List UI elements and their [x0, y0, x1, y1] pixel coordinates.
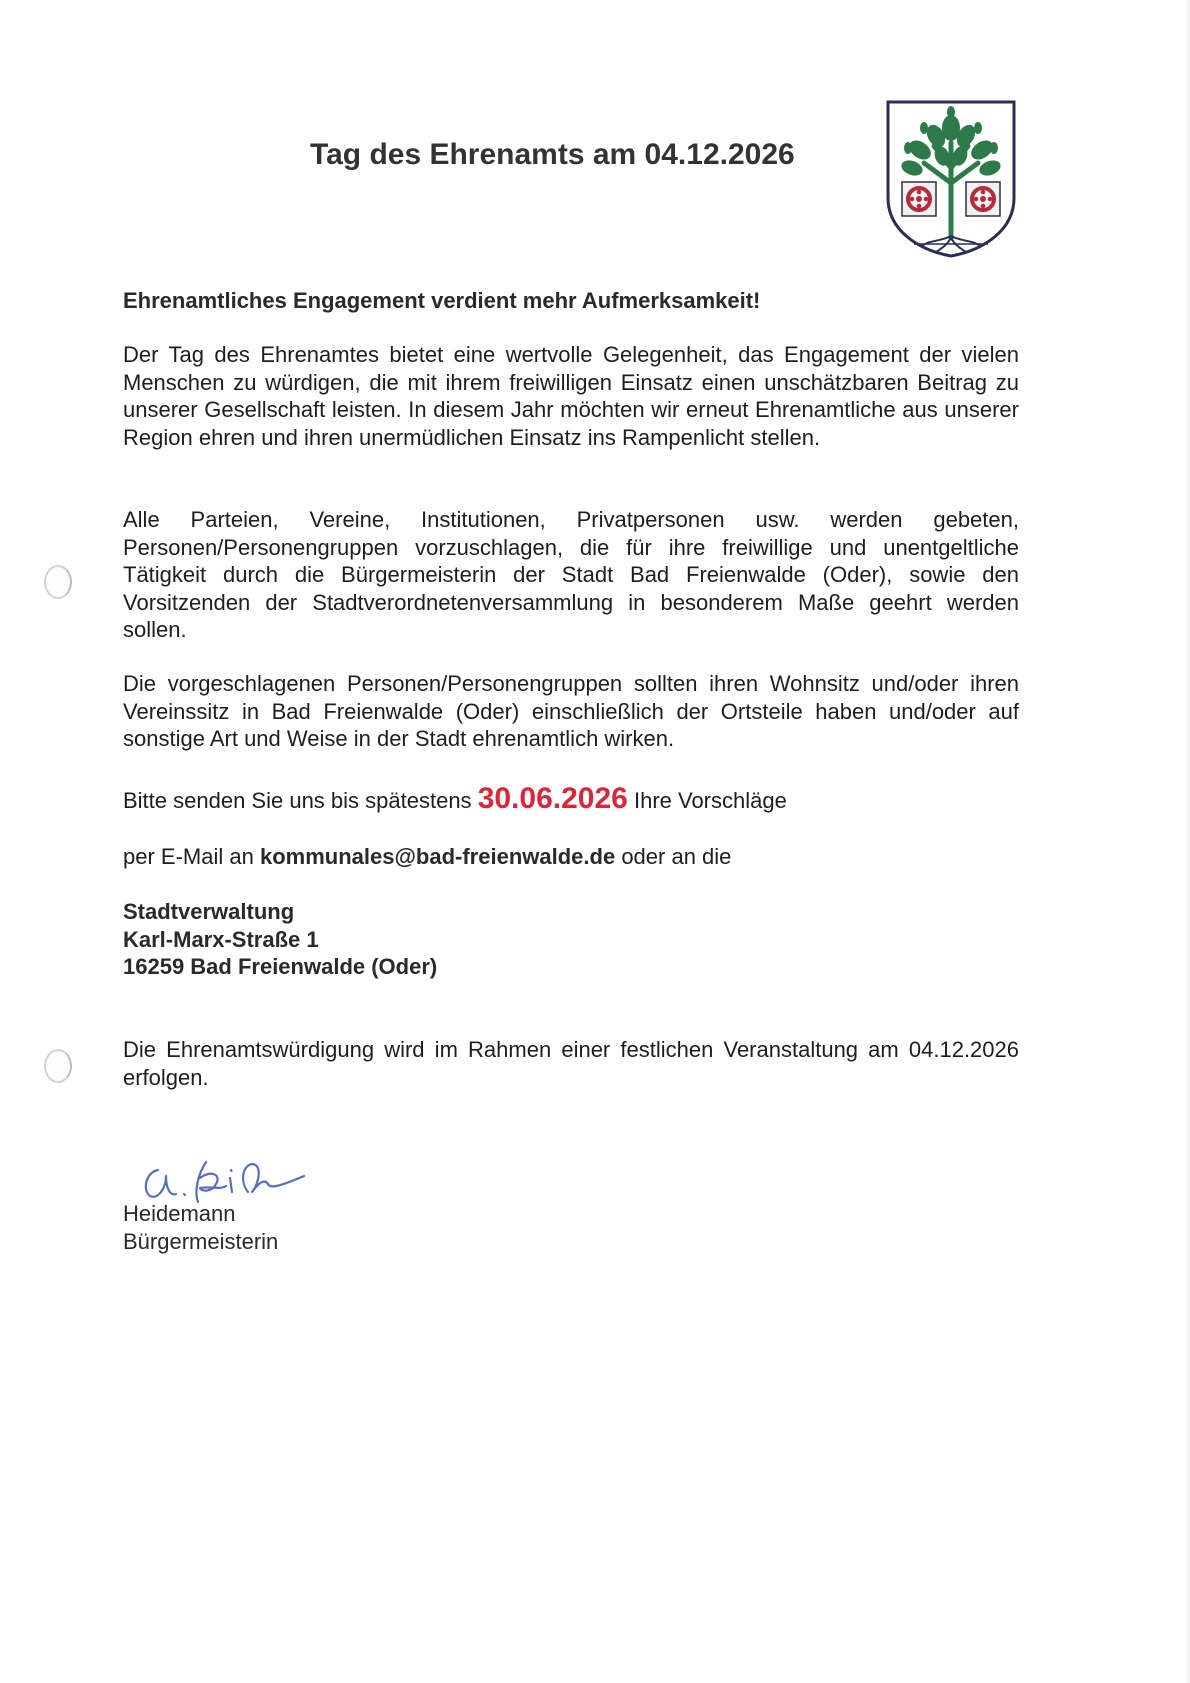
deadline-prefix: Bitte senden Sie uns bis spätestens — [123, 788, 472, 813]
deadline-suffix: Ihre Vorschläge — [633, 788, 787, 813]
coat-of-arms-oak-tree-icon — [884, 98, 1018, 260]
paragraph-call-for-nominations: Alle Parteien, Vereine, Institutionen, Privatpersonen usw. werden gebeten, Personen/Personengruppen vorzuschlagen, die für ihre freiwillige und unentgeltliche Tätigkeit durch die Bürgermeisterin der Stadt Bad Freienwalde (Oder), sowie den Vorsitzenden der Stadtverordnetenversammlung in besonderem Maße geehrt werden sollen. — [123, 507, 1019, 642]
email-suffix: oder an die — [621, 844, 732, 869]
signer-name: Heidemann — [123, 1201, 236, 1226]
email-address-link[interactable]: kommunales@bad-freienwalde.de — [259, 844, 616, 869]
email-prefix: per E-Mail an — [123, 844, 254, 869]
subheading: Ehrenamtliches Engagement verdient mehr Aufmerksamkeit! — [123, 288, 761, 313]
deadline-sentence — [123, 783, 1019, 817]
signer-title: Bürgermeisterin — [123, 1228, 279, 1254]
address-line-city: 16259 Bad Freienwalde (Oder) — [123, 954, 438, 979]
page-title: Tag des Ehrenamts am 04.12.2026 — [310, 138, 795, 171]
email-sentence — [123, 843, 1019, 871]
paragraph-intro: Der Tag des Ehrenamtes bietet eine wertvolle Gelegenheit, das Engagement der vielen Menschen zu würdigen, die mit ihrem freiwilligen Einsatz einen unschätzbaren Beitrag zu unserer Gesellschaft leisten. In diesem Jahr möchten wir erneut Ehrenamtliche aus unserer Region ehren und ihren unermüdlichen Einsatz ins Rampenlicht stellen. — [123, 342, 1019, 450]
signer-block — [123, 1200, 278, 1255]
paragraph-eligibility: Die vorgeschlagenen Personen/Personengruppen sollten ihren Wohnsitz und/oder ihren Vereinssitz in Bad Freienwalde (Oder) einschließlich der Ortsteile haben und/oder auf sonstige Art und Weise in der Stadt ehrenamtlich wirken. — [123, 671, 1019, 751]
closing-paragraph: Die Ehrenamtswürdigung wird im Rahmen einer festlichen Veranstaltung am 04.12.2026 erfolgen. — [123, 1037, 1019, 1090]
address-line-organisation: Stadtverwaltung — [123, 899, 295, 924]
address-line-street: Karl-Marx-Straße 1 — [123, 926, 319, 952]
punch-hole-icon — [44, 565, 72, 599]
postal-address — [123, 898, 1019, 981]
punch-hole-icon — [44, 1049, 72, 1083]
deadline-date: 30.06.2026 — [477, 782, 628, 815]
scan-edge-shadow — [1184, 0, 1190, 1683]
